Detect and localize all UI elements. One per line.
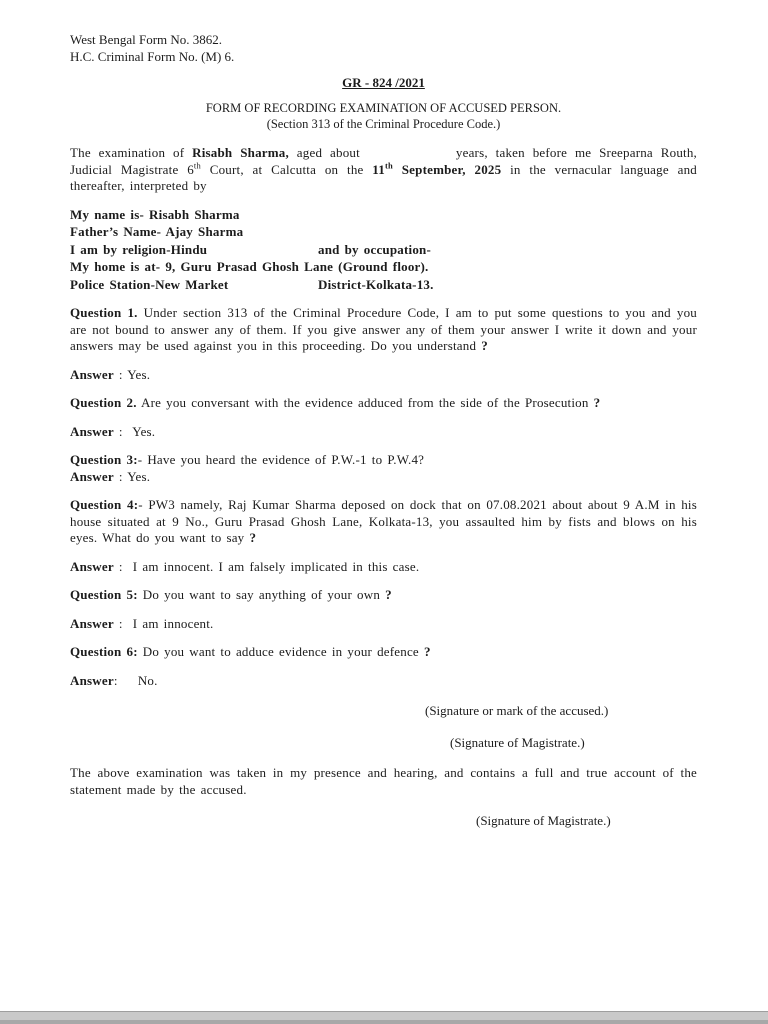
examination-date-rest: September, 2025 — [392, 161, 502, 177]
intro-text-1: The examination of — [70, 145, 193, 160]
signature-accused-line: (Signature or mark of the accused.) — [425, 703, 609, 718]
answer-5-label: Answer — [70, 615, 114, 631]
qa-item-6 — [70, 644, 697, 689]
particular-name: My name is- Risabh Sharma — [70, 206, 240, 222]
form-number-line-2: H.C. Criminal Form No. (M) 6. — [70, 49, 235, 64]
question-5 — [70, 587, 697, 604]
question-1-text: Under section 313 of the Criminal Procedure Code, I am to put some questions to you and you are not bound to answer any of them. If you give answer any of them your answer I write it down and your answers may be used against you in this proceeding. Do you understand — [70, 305, 697, 353]
qa-item-3 — [70, 452, 697, 485]
answer-4-text: : I am innocent. I am falsely implicated in this case. — [113, 558, 420, 574]
particular-district: District-Kolkata-13. — [318, 276, 434, 292]
question-2 — [70, 395, 697, 412]
signature-magistrate-line-1: (Signature of Magistrate.) — [450, 735, 585, 750]
answer-6-label: Answer — [70, 672, 114, 688]
particular-father-name: Father’s Name- Ajay Sharma — [70, 224, 244, 239]
question-1-label: Question 1. — [70, 305, 138, 320]
answer-6-text: : No. — [113, 672, 158, 688]
document-title: FORM OF RECORDING EXAMINATION OF ACCUSED PERSON. — [205, 101, 562, 115]
answer-2-text: : Yes. — [113, 423, 156, 439]
question-4-label: Question 4: — [70, 497, 139, 512]
question-5-mark: ? — [385, 587, 392, 602]
qa-item-4 — [70, 497, 697, 575]
form-number-line-1: West Bengal Form No. 3862. — [70, 32, 223, 47]
answer-4-label: Answer — [70, 558, 114, 574]
signature-magistrate-line-2: (Signature of Magistrate.) — [476, 813, 611, 828]
closing-statement: The above examination was taken in my presence and hearing, and contains a full and true account of the statement made by the accused. — [70, 765, 697, 797]
answer-4 — [70, 559, 697, 576]
answer-5 — [70, 616, 697, 633]
answer-5-text: : I am innocent. — [113, 615, 214, 631]
question-6-label: Question 6: — [70, 644, 138, 659]
question-4 — [70, 497, 697, 547]
question-6 — [70, 644, 697, 661]
particular-religion: I am by religion-Hindu — [70, 241, 208, 257]
question-4-mark: ? — [249, 530, 257, 545]
question-6-text: Do you want to adduce evidence in your defence — [137, 644, 424, 659]
answer-2 — [70, 424, 697, 441]
question-6-mark: ? — [423, 644, 431, 659]
particular-police-district — [70, 276, 697, 294]
intro-text-2: aged about — [288, 145, 360, 160]
answer-6 — [70, 673, 697, 690]
document-subtitle: (Section 313 of the Criminal Procedure Code.) — [266, 117, 501, 131]
answer-3-label: Answer — [70, 468, 114, 484]
intro-text-3: years, taken before me Sreeparna Routh, Judicial Magistrate 6 — [70, 145, 698, 177]
particular-home-address: My home is at- 9, Guru Prasad Ghosh Lane (Ground floor). — [70, 259, 429, 274]
question-2-text: Are you conversant with the evidence adduced from the side of the Prosecution — [136, 395, 594, 410]
question-1 — [70, 305, 697, 355]
particular-police-station: Police Station-New Market — [70, 276, 229, 292]
page-break-shadow — [0, 1020, 768, 1024]
question-3 — [70, 452, 697, 469]
question-2-label: Question 2. — [70, 395, 137, 410]
examination-date-day: 11 — [372, 161, 385, 177]
answer-1 — [70, 367, 697, 384]
answer-1-label: Answer — [70, 366, 114, 382]
question-3-text: - Have you heard the evidence of P.W.-1 to P.W.4? — [137, 452, 425, 467]
question-5-text: Do you want to say anything of your own — [137, 587, 386, 602]
case-number: GR - 824 /2021 — [342, 75, 425, 90]
intro-text-5: in the vernacular language and thereafter, interpreted by — [70, 161, 697, 193]
answer-3 — [70, 469, 697, 486]
particular-occupation: and by occupation- — [318, 241, 431, 257]
answer-3-text: : Yes. — [113, 468, 151, 484]
page-break-strip — [0, 1011, 768, 1024]
intro-paragraph — [70, 145, 697, 195]
intro-text-4: Court, at Calcutta on the — [200, 161, 373, 177]
question-1-mark: ? — [481, 338, 488, 353]
qa-item-2 — [70, 395, 697, 440]
answer-1-text: : Yes. — [113, 366, 151, 382]
question-2-mark: ? — [593, 395, 601, 410]
ordinal-suffix: th — [193, 160, 201, 171]
question-4-text: - PW3 namely, Raj Kumar Sharma deposed on dock that on 07.08.2021 about about 9 A.M in his house situated at 9 No., Guru Prasad Ghosh Lane, Kolkata-13, you assaulted him by fists and blows on his eyes. What do you want to say — [70, 497, 697, 545]
answer-2-label: Answer — [70, 423, 114, 439]
particular-religion-occupation — [70, 241, 697, 259]
question-5-label: Question 5: — [70, 587, 138, 602]
qa-item-5 — [70, 587, 697, 632]
question-3-label: Question 3: — [70, 452, 138, 467]
accused-name: Risabh Sharma, — [192, 145, 289, 160]
examination-date-ordinal: th — [384, 160, 393, 171]
accused-particulars — [70, 206, 697, 294]
qa-item-1 — [70, 305, 697, 383]
